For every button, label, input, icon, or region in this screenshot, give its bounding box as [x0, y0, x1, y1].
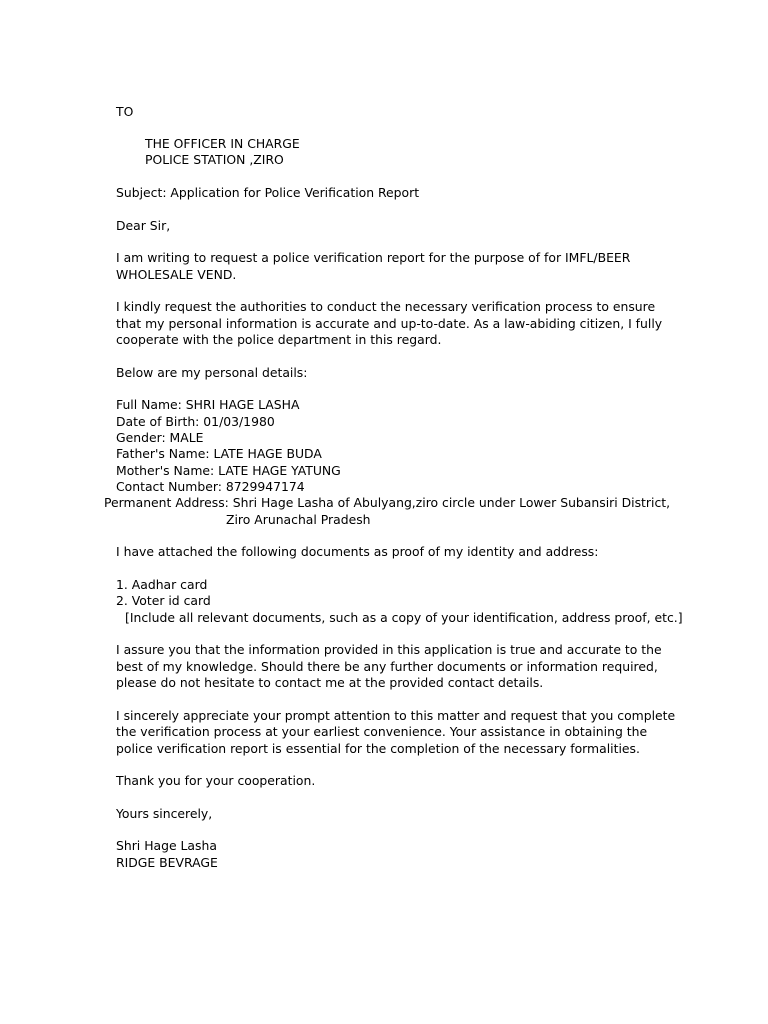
para4-line3: police verification report is essential for the completion of the necessary formalities.	[116, 741, 640, 756]
para3-line1: I assure you that the information provided in this application is true and accurate to the	[116, 642, 662, 657]
signature-company: RIDGE BEVRAGE	[116, 855, 218, 870]
para3-line2: best of my knowledge. Should there be any further documents or information required,	[116, 659, 658, 674]
subject-line: Subject: Application for Police Verification Report	[116, 185, 420, 200]
signature-name: Shri Hage Lasha	[116, 838, 217, 853]
para1-line1: I am writing to request a police verification report for the purpose of for IMFL/BEER	[116, 250, 631, 265]
salutation: Dear Sir,	[116, 218, 171, 233]
doc-item-2: 2. Voter id card	[116, 593, 211, 608]
address-line2: Ziro Arunachal Pradesh	[226, 512, 371, 527]
details-intro: Below are my personal details:	[116, 365, 308, 380]
para2-line2: that my personal information is accurate and up-to-date. As a law-abiding citizen, I fully	[116, 316, 663, 331]
closing-line: Yours sincerely,	[116, 806, 213, 821]
para2-line1: I kindly request the authorities to conduct the necessary verification process to ensure	[116, 299, 656, 314]
para1-line2: WHOLESALE VEND.	[116, 267, 237, 282]
detail-full-name: Full Name: SHRI HAGE LASHA	[116, 397, 300, 412]
recipient-title: THE OFFICER IN CHARGE	[145, 136, 300, 151]
detail-dob: Date of Birth: 01/03/1980	[116, 414, 275, 429]
para4-line1: I sincerely appreciate your prompt attention to this matter and request that you complete	[116, 708, 676, 723]
recipient-station: POLICE STATION ,ZIRO	[145, 152, 284, 167]
docs-intro: I have attached the following documents as proof of my identity and address:	[116, 544, 599, 559]
address-line1: Permanent Address: Shri Hage Lasha of Abulyang,ziro circle under Lower Subansiri District,	[104, 495, 671, 510]
detail-father: Father's Name: LATE HAGE BUDA	[116, 446, 322, 461]
docs-note: [Include all relevant documents, such as a copy of your identification, address proof, etc.]	[125, 610, 683, 625]
para3-line3: please do not hesitate to contact me at the provided contact details.	[116, 675, 544, 690]
para2-line3: cooperate with the police department in this regard.	[116, 332, 442, 347]
thanks-line: Thank you for your cooperation.	[116, 773, 316, 788]
doc-item-1: 1. Aadhar card	[116, 577, 208, 592]
para4-line2: the verification process at your earliest convenience. Your assistance in obtaining the	[116, 724, 648, 739]
detail-mother: Mother's Name: LATE HAGE YATUNG	[116, 463, 341, 478]
detail-contact: Contact Number: 8729947174	[116, 479, 305, 494]
detail-gender: Gender: MALE	[116, 430, 204, 445]
to-line: TO	[116, 104, 134, 119]
